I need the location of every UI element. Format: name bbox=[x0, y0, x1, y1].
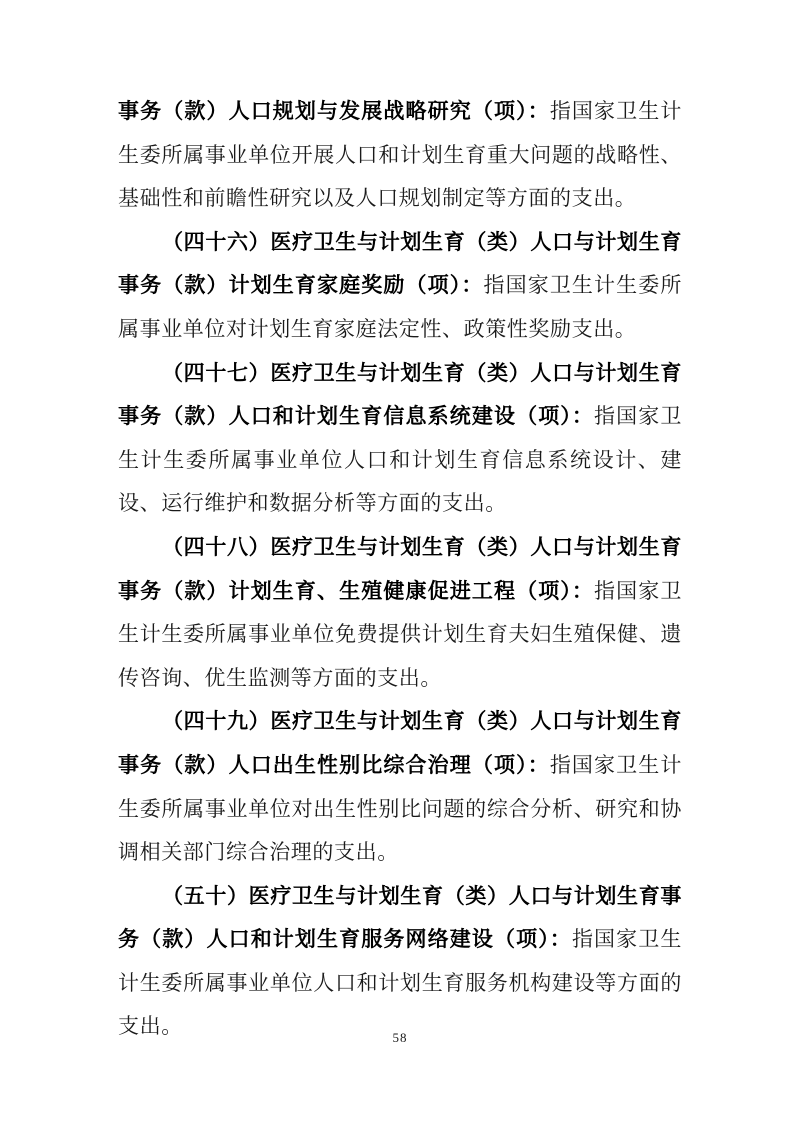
paragraph-clause-47 bbox=[118, 352, 682, 526]
paragraph-clause-48 bbox=[118, 526, 682, 700]
clause-body: 指国家卫生计生委所属事业单位人口和计划生育信息系统设计、建设、运行维护和数据分析等方面的支出。 bbox=[118, 404, 682, 516]
clause-heading: （四十七）医疗卫生与计划生育（类）人口与计划生育事务（款）人口和计划生育信息系统建设（项）： bbox=[118, 360, 682, 429]
clause-heading: （五十）医疗卫生与计划生育（类）人口与计划生育事务（款）人口和计划生育服务网络建设（项）： bbox=[118, 883, 682, 952]
clause-body: 指国家卫生计生委所属事业单位免费提供计划生育夫妇生殖保健、遗传咨询、优生监测等方面的支出。 bbox=[118, 578, 682, 690]
clause-body: 指国家卫生计生委所属事业单位对出生性别比问题的综合分析、研究和协调相关部门综合治理的支出。 bbox=[118, 752, 682, 865]
paragraph-continuation bbox=[118, 90, 682, 221]
clause-heading: （四十六）医疗卫生与计划生育（类）人口与计划生育事务（款）计划生育家庭奖励（项）： bbox=[118, 229, 682, 298]
clause-heading: （四十八）医疗卫生与计划生育（类）人口与计划生育事务（款）计划生育、生殖健康促进工程（项）： bbox=[118, 534, 682, 603]
page-number: 58 bbox=[392, 1030, 408, 1045]
paragraph-clause-50 bbox=[118, 875, 682, 1049]
clause-heading: 事务（款）人口规划与发展战略研究（项）： bbox=[118, 99, 550, 123]
document-body bbox=[118, 90, 682, 1049]
paragraph-clause-49 bbox=[118, 700, 682, 874]
paragraph-clause-46 bbox=[118, 221, 682, 352]
clause-body: 指国家卫生计生委所属事业单位开展人口和计划生育重大问题的战略性、基础性和前瞻性研究以及人口规划制定等方面的支出。 bbox=[118, 99, 682, 211]
clause-heading: （四十九）医疗卫生与计划生育（类）人口与计划生育事务（款）人口出生性别比综合治理（项）： bbox=[118, 709, 682, 777]
clause-body: 指国家卫生计生委所属事业单位对计划生育家庭法定性、政策性奖励支出。 bbox=[118, 273, 682, 341]
clause-body: 指国家卫生计生委所属事业单位人口和计划生育服务机构建设等方面的支出。 bbox=[118, 927, 682, 1039]
